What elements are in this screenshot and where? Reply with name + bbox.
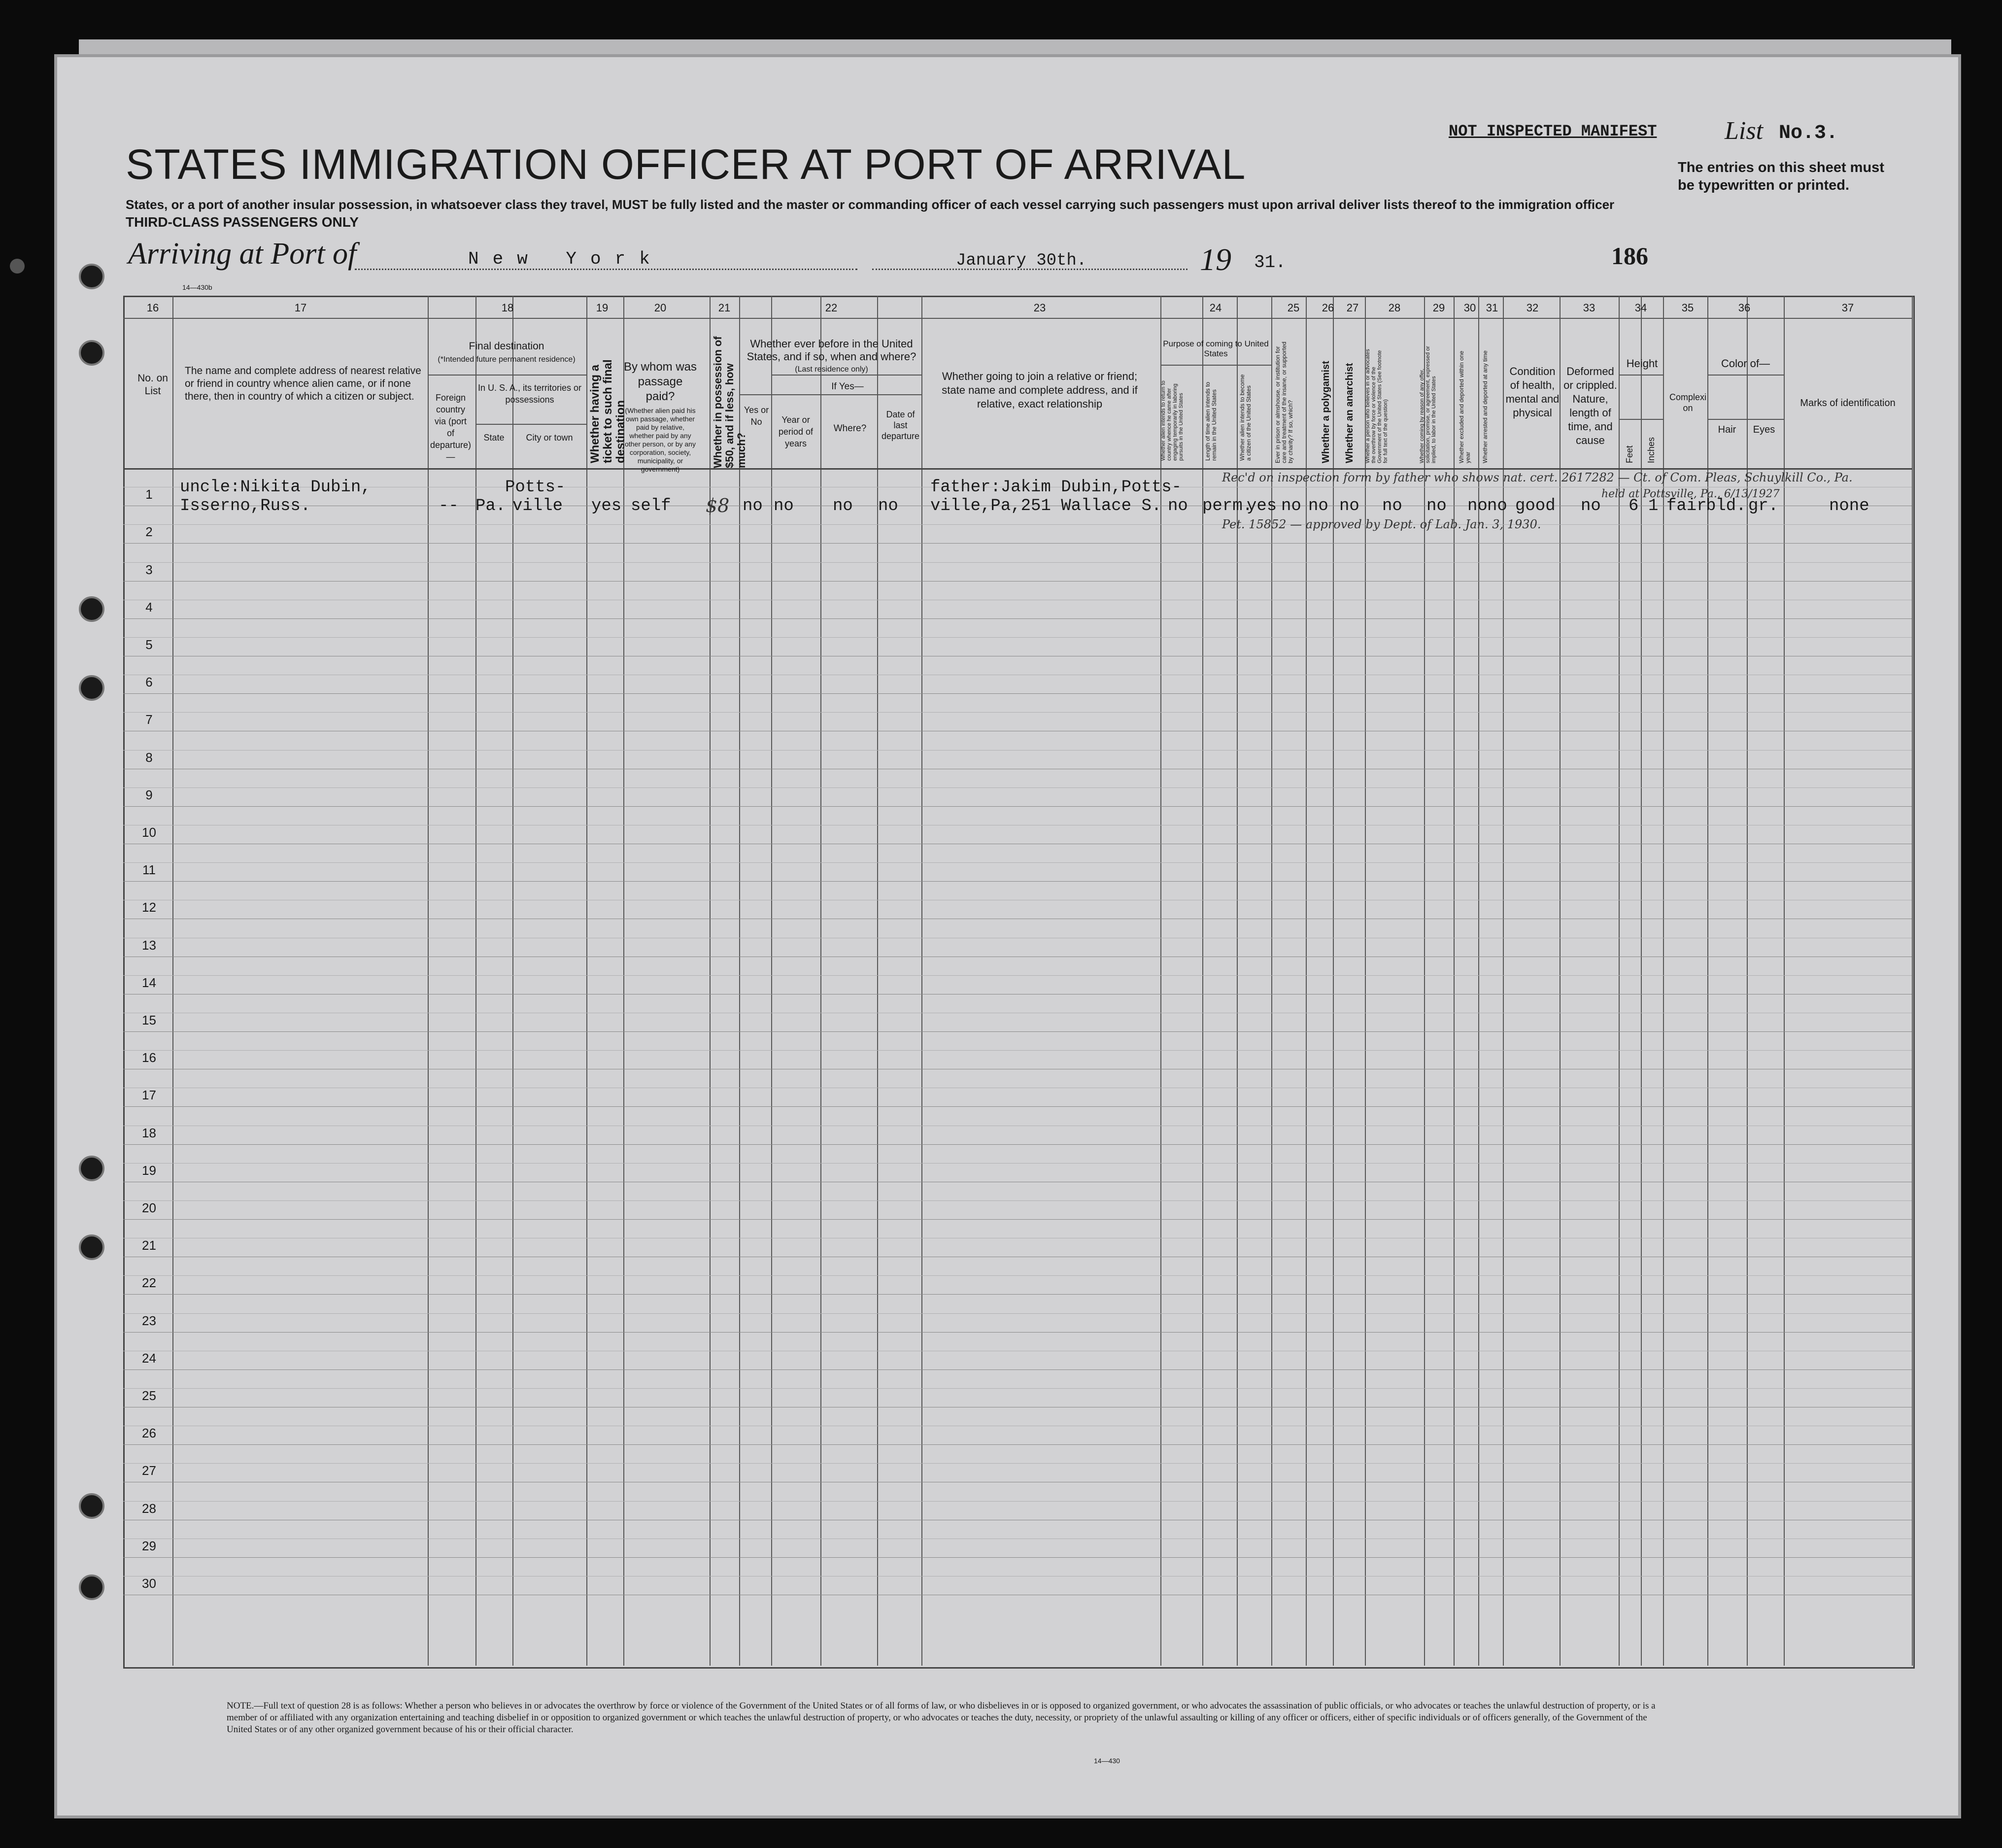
header-prison: Ever in prison or almshouse, or institution for care and treatment of the insane, or supported by charity? If so, which?: [1274, 342, 1294, 463]
row-divider: [123, 881, 1912, 882]
page-title: STATES IMMIGRATION OFFICER AT PORT OF ARRIVAL: [126, 141, 1246, 188]
header-eyes: Eyes: [1753, 424, 1775, 435]
column-divider: [921, 296, 922, 1666]
header-hair: Hair: [1718, 424, 1736, 435]
column-number: 35: [1681, 302, 1694, 314]
header-yes-no: Yes or No: [744, 405, 769, 427]
column-number: 18: [501, 302, 514, 314]
row-number: 23: [142, 1313, 156, 1328]
column-divider: [739, 296, 740, 1666]
list-number: No.3.: [1779, 122, 1838, 144]
column-divider: [820, 296, 821, 1666]
header-question-29: Whether coming by reason of any offer, solicitation, promise, or agreement, expressed or implied, to labor in the United States: [1419, 346, 1437, 463]
column-divider: [1641, 296, 1642, 1666]
row-number: 28: [142, 1501, 156, 1516]
row-number: 21: [142, 1238, 156, 1253]
row-divider: [123, 1444, 1912, 1445]
column-divider: [771, 296, 772, 1666]
header-question-28: Whether a person who believes in or advocates the overthrow by force or violence of the Government of the United States (See footnote for full text of the question): [1365, 349, 1389, 463]
form-subtitle: States, or a port of another insular possession, in whatsoever class they travel, MUST be fully listed and the master or commanding officer of each vessel carrying such passengers must upon arrival deliver lists thereof to the immigration officer: [126, 197, 1615, 212]
marks-value: none: [1829, 497, 1869, 515]
column-number: 22: [825, 302, 838, 314]
binder-hole: [79, 1156, 104, 1181]
header-state: State: [483, 433, 505, 443]
form-code-top: 14—430b: [182, 283, 212, 291]
row-divider: [123, 543, 1912, 544]
column-number: 32: [1526, 302, 1539, 314]
binder-hole: [10, 259, 25, 274]
hair-value: bld.: [1706, 497, 1746, 515]
column-divider: [1424, 296, 1425, 1666]
header-foreign-country: Foreign country via (port of departure)—: [430, 393, 472, 462]
column-number: 36: [1738, 302, 1751, 314]
port-value: New York: [468, 249, 664, 269]
row-number: 18: [142, 1125, 156, 1140]
header-citizen-intent: Whether alien intends to become a citizen of the United States: [1239, 374, 1252, 461]
row-number: 19: [142, 1163, 156, 1178]
header-where: Where?: [833, 423, 867, 434]
header-year: Year or period of years: [778, 415, 814, 448]
column-divider: [1912, 296, 1913, 1666]
question-28-value: no: [1382, 497, 1402, 515]
eyes-value: gr.: [1748, 497, 1779, 515]
header-divider: [1707, 375, 1784, 376]
column-number: 28: [1388, 302, 1401, 314]
city-value-line1: Potts-: [505, 478, 566, 497]
header-ticket: Whether having a ticket to such final destination: [588, 359, 627, 463]
column-number: 31: [1486, 302, 1498, 314]
handwritten-note-1: Rec'd on inspection form by father who shows nat. cert. 2617282 — Ct. of Com. Pleas, Schuylkill Co., Pa.: [1222, 471, 1853, 484]
row-number: 29: [142, 1538, 156, 1553]
column-number: 34: [1634, 302, 1647, 314]
row-number: 27: [142, 1463, 156, 1478]
joining-relative-line2: ville,Pa,251 Wallace S.: [930, 497, 1162, 515]
row-number: 13: [142, 937, 156, 953]
class-note: THIRD-CLASS PASSENGERS ONLY: [126, 214, 359, 230]
joining-relative-line1: father:Jakim Dubin,Potts-: [930, 478, 1182, 497]
header-feet: Feet: [1625, 445, 1634, 463]
feet-value: 6: [1629, 497, 1639, 515]
typewritten-note: The entries on this sheet must be typewritten or printed.: [1678, 160, 1884, 193]
column-number: 26: [1322, 302, 1334, 314]
arrival-date: January 30th.: [956, 251, 1087, 270]
footnote: NOTE.—Full text of question 28 is as follows: Whether a person who believes in or advocates the overthrow by force or violence of the Government of the United States or of all forms of law, or who disbelieves in or is opposed to organized government, or who advocates the assassination of public officials, or who advocates or teaches the unlawful destruction of property, or is a member of or affiliated with any organization entertaining and teaching disbelief in or opposition to organized government or which teaches the unlawful destruction of property, or who advocates or teaches the duty, necessity, or propriety of the unlawful assaulting or killing of any officer or officers, either of specific individuals or of officers generally, of the Government of the United States or of any other organized government because of his or their official character.: [227, 1701, 1656, 1735]
row-number: 26: [142, 1426, 156, 1441]
length-stay-value: perm.: [1202, 497, 1253, 515]
row-subdivider: [123, 637, 1912, 638]
column-divider: [623, 296, 624, 1666]
row-subdivider: [123, 1163, 1912, 1164]
header-arrested-deported: Whether arrested and deported at any time: [1482, 350, 1489, 463]
header-color-of: Color of—: [1721, 357, 1770, 370]
row-divider: [123, 1332, 1912, 1333]
binder-hole: [79, 675, 104, 701]
binder-hole: [79, 1574, 104, 1600]
header-divider: [1707, 419, 1784, 420]
header-bottom-rule: [123, 468, 1912, 470]
header-anarchist: Whether an anarchist: [1344, 363, 1355, 463]
header-passage-paid-note: (Whether alien paid his own passage, whether paid by relative, whether paid by any other person, or by any corporation, society, municipality, or government): [625, 407, 696, 473]
binder-hole: [79, 1234, 104, 1260]
header-polygamist: Whether a polygamist: [1321, 361, 1331, 463]
header-inches: Inches: [1646, 437, 1656, 463]
binder-hole: [79, 1493, 104, 1519]
header-divider: [739, 394, 921, 395]
form-code-bottom: 14—430: [1094, 1757, 1120, 1765]
column-divider: [1784, 296, 1785, 1666]
year-value: no: [774, 497, 794, 515]
column-number: 23: [1033, 302, 1046, 314]
binder-hole: [79, 264, 104, 289]
row-subdivider: [123, 862, 1912, 863]
header-divider: [475, 424, 586, 425]
column-number: 37: [1841, 302, 1854, 314]
column-number: 29: [1432, 302, 1445, 314]
list-label: List: [1725, 117, 1764, 145]
header-divider: [771, 375, 921, 376]
column-number: 33: [1583, 302, 1595, 314]
where-value: no: [833, 497, 853, 515]
header-height: Height: [1626, 357, 1658, 370]
header-final-destination-note: (*Intended future permanent residence): [438, 355, 576, 364]
row-number: 4: [145, 599, 153, 615]
row-subdivider: [123, 1313, 1912, 1314]
row-subdivider: [123, 1463, 1912, 1464]
header-health: Condition of health, mental and physical: [1505, 365, 1560, 419]
citizen-value: yes: [1247, 497, 1277, 515]
polygamist-value: no: [1308, 497, 1328, 515]
row-number: 14: [142, 975, 156, 990]
column-divider: [1663, 296, 1664, 1666]
column-divider: [172, 296, 173, 1666]
row-number: 2: [145, 524, 153, 540]
health-value: good: [1515, 497, 1556, 515]
column-divider: [1454, 296, 1455, 1666]
row-subdivider: [123, 562, 1912, 563]
row-number: 11: [142, 862, 156, 878]
deformed-value: no: [1581, 497, 1601, 515]
row-divider: [123, 1294, 1912, 1295]
money-value: $8: [706, 495, 730, 516]
row-number: 22: [142, 1275, 156, 1291]
row-number: 5: [145, 637, 153, 652]
row-number: 6: [145, 675, 153, 690]
header-joining-relative: Whether going to join a relative or friend; state name and complete address, and if relative, exact relationship: [942, 370, 1138, 410]
header-no-on-list: No. on List: [137, 373, 168, 397]
row-subdivider: [123, 1275, 1912, 1276]
date-departure-value: no: [878, 497, 898, 515]
row-subdivider: [123, 787, 1912, 788]
handwritten-note-2: Pet. 15852 — approved by Dept. of Lab. Jan. 3, 1930.: [1222, 517, 1541, 531]
row-number: 12: [142, 900, 156, 915]
column-number: 27: [1346, 302, 1359, 314]
row-subdivider: [123, 1388, 1912, 1389]
header-city: City or town: [526, 433, 573, 443]
foreign-country-value: --: [439, 497, 459, 515]
row-subdivider: [123, 712, 1912, 713]
return-intent-value: no: [1168, 497, 1188, 515]
page-number: 186: [1611, 242, 1648, 270]
before-in-us-value: no: [743, 497, 763, 515]
binder-hole: [79, 596, 104, 622]
relative-address: Isserno,Russ.: [180, 497, 311, 515]
row-number: 9: [145, 787, 153, 802]
row-number: 15: [142, 1012, 156, 1027]
column-number: 16: [146, 302, 159, 314]
column-number: 25: [1287, 302, 1300, 314]
header-return-intent: Whether alien intends to return to country whence he came after engaging temporarily in laboring pursuits in the United States: [1160, 380, 1184, 461]
column-divider: [1365, 296, 1366, 1666]
relative-name: uncle:Nikita Dubin,: [180, 478, 371, 497]
ticket-value: yes: [591, 497, 622, 515]
manifest-type-stamp: NOT INSPECTED MANIFEST: [1449, 122, 1657, 140]
column-number: 17: [294, 302, 307, 314]
row-divider: [123, 1557, 1912, 1558]
row-divider: [123, 581, 1912, 582]
header-money: Whether in possession of $50, and if less, how much?: [712, 336, 747, 468]
year-prefix: 19: [1200, 242, 1231, 277]
question-29-value: no: [1426, 497, 1447, 515]
header-marks: Marks of identification: [1800, 398, 1896, 409]
row-number: 24: [142, 1350, 156, 1366]
binder-hole: [79, 340, 104, 366]
column-divider: [1747, 296, 1748, 1666]
city-value-line2: ville: [512, 497, 563, 515]
question-31-value: no: [1487, 497, 1507, 515]
header-in-usa: In U. S. A., its territories or possessions: [477, 383, 582, 405]
row-number: 25: [142, 1388, 156, 1403]
row-number: 30: [142, 1575, 156, 1591]
arriving-label: Arriving at Port of: [128, 237, 357, 271]
row-number: 20: [142, 1200, 156, 1215]
question-30-value: no: [1467, 497, 1488, 515]
column-divider: [1306, 296, 1307, 1666]
row-subdivider: [123, 524, 1912, 525]
row-number: 3: [145, 562, 153, 577]
header-length-stay: Length of time alien intends to remain in the United States: [1204, 381, 1218, 461]
anarchist-value: no: [1339, 497, 1359, 515]
column-number: 30: [1463, 302, 1476, 314]
header-if-yes: If Yes—: [831, 381, 864, 392]
inches-value: 1: [1648, 497, 1659, 515]
row-number: 8: [145, 750, 153, 765]
row-divider: [123, 693, 1912, 694]
prison-value: no: [1281, 497, 1301, 515]
header-purpose: Purpose of coming to United States: [1163, 339, 1269, 358]
row-number: 7: [145, 712, 153, 727]
column-divider: [1619, 296, 1620, 1666]
row-divider: [123, 1144, 1912, 1145]
complexion-value: fair: [1666, 497, 1707, 515]
year-suffix: 31.: [1254, 252, 1286, 273]
column-number: 24: [1209, 302, 1222, 314]
row-divider: [123, 806, 1912, 807]
column-number: 19: [596, 302, 609, 314]
row-divider: [123, 1369, 1912, 1370]
passage-paid-value: self: [631, 497, 671, 515]
row-divider: [123, 1219, 1912, 1220]
row-number: 16: [142, 1050, 156, 1065]
header-complexion: Complexion: [1669, 392, 1707, 413]
row-divider: [123, 1031, 1912, 1032]
row-number: 1: [145, 487, 153, 502]
header-passage-paid: By whom was passage paid?: [623, 360, 697, 403]
header-last-residence: (Last residence only): [795, 365, 868, 374]
row-subdivider: [123, 1501, 1912, 1502]
column-divider: [428, 296, 429, 1666]
header-date-departure: Date of last departure: [881, 410, 920, 441]
header-before-in-us: Whether ever before in the United States, and if so, when and where?: [747, 338, 916, 363]
column-divider: [1560, 296, 1561, 1666]
header-divider: [1619, 419, 1663, 420]
row-divider: [123, 1106, 1912, 1107]
column-divider: [586, 296, 587, 1666]
header-divider: [428, 375, 586, 376]
column-divider: [1333, 296, 1334, 1666]
header-deformed: Deformed or crippled. Nature, length of time, and cause: [1563, 365, 1617, 446]
row-subdivider: [123, 975, 1912, 976]
column-number: 20: [654, 302, 667, 314]
header-divider: [1619, 375, 1663, 376]
row-number: 10: [142, 824, 156, 840]
column-number: 21: [718, 302, 731, 314]
state-value: Pa.: [475, 497, 506, 515]
row-subdivider: [123, 1200, 1912, 1201]
header-excluded-deported: Whether excluded and deported within one year: [1458, 350, 1471, 463]
row-subdivider: [123, 750, 1912, 751]
header-final-destination: Final destination: [469, 341, 544, 352]
row-number: 17: [142, 1088, 156, 1103]
header-divider: [1160, 365, 1271, 366]
row-divider: [123, 618, 1912, 619]
header-nearest-relative: The name and complete address of nearest relative or friend in country whence alien came, or if none there, then in country of which a citizen or subject.: [185, 365, 421, 402]
handwritten-note-3: held at Pottsville, Pa., 6/13/1927: [1601, 488, 1780, 500]
row-subdivider: [123, 1050, 1912, 1051]
